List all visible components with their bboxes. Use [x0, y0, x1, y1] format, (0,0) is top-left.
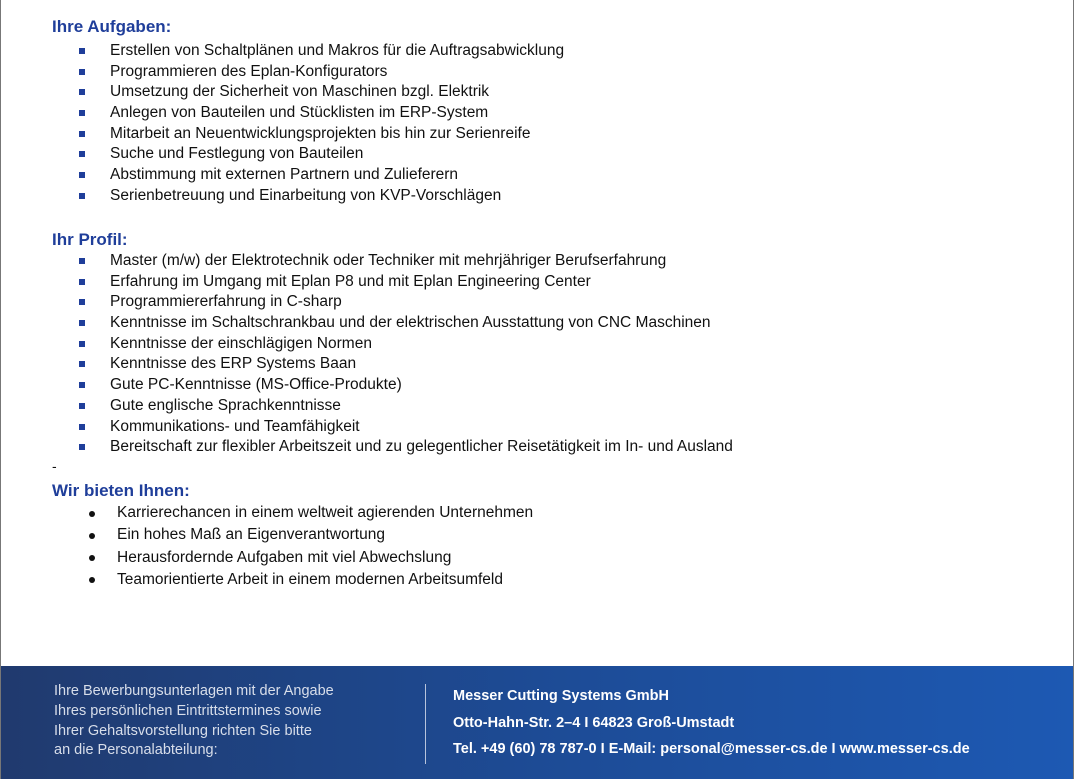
instruction-line: Ihres persönlichen Eintrittstermines sowie: [54, 702, 322, 719]
round-bullet-icon: [89, 533, 95, 539]
square-bullet-icon: [79, 444, 85, 450]
section-title-aufgaben: Ihre Aufgaben:: [52, 17, 172, 36]
square-bullet-icon: [79, 279, 85, 285]
list-item: Erfahrung im Umgang mit Eplan P8 und mit Eplan Engineering Center: [1, 272, 733, 293]
section-title-bieten: Wir bieten Ihnen:: [52, 481, 190, 500]
instruction-line: an die Personalabteilung:: [54, 742, 218, 759]
list-item: Gute PC-Kenntnisse (MS-Office-Produkte): [1, 375, 733, 396]
list-item: Gute englische Sprachkenntnisse: [1, 396, 733, 417]
square-bullet-icon: [79, 403, 85, 409]
square-bullet-icon: [79, 110, 85, 116]
square-bullet-icon: [79, 258, 85, 264]
bieten-list: [1, 502, 533, 591]
square-bullet-icon: [79, 151, 85, 157]
list-item: Master (m/w) der Elektrotechnik oder Techniker mit mehrjähriger Berufserfahrung: [1, 251, 733, 272]
list-item: Suche und Festlegung von Bauteilen: [1, 144, 564, 165]
round-bullet-icon: [89, 577, 95, 583]
section-title-profil: Ihr Profil:: [52, 230, 128, 249]
square-bullet-icon: [79, 131, 85, 137]
company-contact: [453, 683, 970, 763]
list-item: Umsetzung der Sicherheit von Maschinen bzgl. Elektrik: [1, 82, 564, 103]
separator-dash: -: [52, 458, 57, 474]
round-bullet-icon: [89, 555, 95, 561]
instruction-line: Ihre Bewerbungsunterlagen mit der Angabe: [54, 683, 334, 699]
aufgaben-list: [1, 41, 564, 207]
list-item: Erstellen von Schaltplänen und Makros für die Auftragsabwicklung: [1, 41, 564, 62]
square-bullet-icon: [79, 193, 85, 199]
list-item: Kenntnisse im Schaltschrankbau und der elektrischen Ausstattung von CNC Maschinen: [1, 313, 733, 334]
square-bullet-icon: [79, 341, 85, 347]
square-bullet-icon: [79, 320, 85, 326]
footer-divider: [425, 684, 426, 764]
square-bullet-icon: [79, 89, 85, 95]
list-item: Mitarbeit an Neuentwicklungsprojekten bis hin zur Serienreife: [1, 124, 564, 145]
list-item: Kenntnisse der einschlägigen Normen: [1, 334, 733, 355]
list-item: Kommunikations- und Teamfähigkeit: [1, 417, 733, 438]
square-bullet-icon: [79, 48, 85, 54]
list-item: Programmiererfahrung in C-sharp: [1, 292, 733, 313]
list-item: Ein hohes Maß an Eigenverantwortung: [1, 524, 533, 546]
contact-footer: [1, 666, 1073, 779]
square-bullet-icon: [79, 361, 85, 367]
company-address: Otto-Hahn-Str. 2–4 I 64823 Groß-Umstadt: [453, 714, 735, 731]
list-item: Teamorientierte Arbeit in einem modernen Arbeitsumfeld: [1, 569, 533, 591]
list-item: Serienbetreuung und Einarbeitung von KVP-Vorschlägen: [1, 186, 564, 207]
list-item: Karrierechancen in einem weltweit agierenden Unternehmen: [1, 502, 533, 524]
list-item: Abstimmung mit externen Partnern und Zulieferern: [1, 165, 564, 186]
list-item: Herausfordernde Aufgaben mit viel Abwechslung: [1, 547, 533, 569]
square-bullet-icon: [79, 172, 85, 178]
application-instructions: [54, 682, 414, 761]
list-item: Bereitschaft zur flexibler Arbeitszeit und zu gelegentlicher Reisetätigkeit im In- und Ausland: [1, 437, 733, 458]
list-item: Programmieren des Eplan-Konfigurators: [1, 62, 564, 83]
profil-list: [1, 251, 733, 458]
square-bullet-icon: [79, 299, 85, 305]
list-item: Anlegen von Bauteilen und Stücklisten im ERP-System: [1, 103, 564, 124]
company-name: Messer Cutting Systems GmbH: [453, 688, 669, 704]
round-bullet-icon: [89, 511, 95, 517]
square-bullet-icon: [79, 424, 85, 430]
list-item: Kenntnisse des ERP Systems Baan: [1, 354, 733, 375]
square-bullet-icon: [79, 382, 85, 388]
instruction-line: Ihrer Gehaltsvorstellung richten Sie bitte: [54, 722, 312, 739]
company-contact-line[interactable]: Tel. +49 (60) 78 787-0 I E-Mail: personal@messer-cs.de I www.messer-cs.de: [453, 741, 970, 757]
square-bullet-icon: [79, 69, 85, 75]
